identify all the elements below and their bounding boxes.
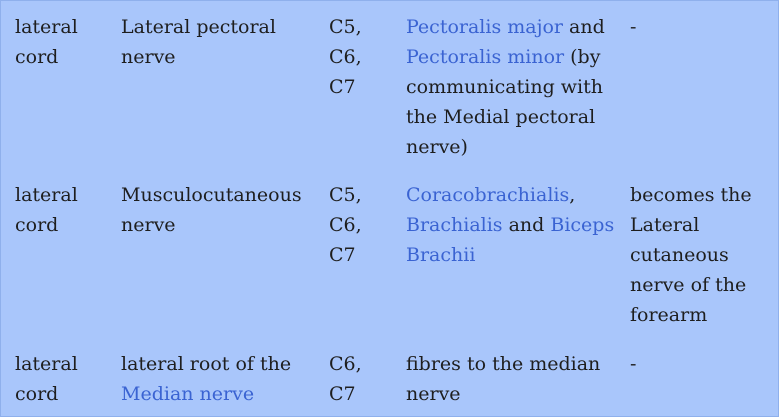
roots-cell: C5, C6, C7	[329, 16, 362, 98]
cord-cell: lateral cord	[15, 16, 78, 68]
notes-cell: -	[630, 353, 637, 375]
biceps-brachii-link-cont[interactable]: Brachii	[406, 244, 476, 266]
nerve-cell: Musculocutaneous nerve	[121, 184, 302, 236]
muscles-cell: Coracobrachialis, Brachialis and Biceps Brachii	[406, 184, 615, 266]
roots-cell: C5, C6, C7	[329, 184, 362, 266]
roots-cell: C6, C7	[329, 353, 362, 405]
median-nerve-link[interactable]: Median nerve	[121, 383, 255, 405]
biceps-brachii-link[interactable]: Biceps	[550, 214, 615, 236]
pectoralis-minor-link[interactable]: Pectoralis minor	[406, 46, 565, 68]
notes-cell: -	[630, 16, 637, 38]
nerve-cell: Lateral pectoral nerve	[121, 16, 276, 68]
cord-cell: lateral cord	[15, 184, 78, 236]
nerve-cell: lateral root of the Median nerve	[121, 353, 292, 405]
notes-cell: becomes the Lateral cutaneous nerve of the forearm	[630, 184, 752, 326]
cord-cell: lateral cord	[15, 353, 78, 405]
pectoralis-major-link[interactable]: Pectoralis major	[406, 16, 564, 38]
coracobrachialis-link[interactable]: Coracobrachialis	[406, 184, 570, 206]
muscles-cell: fibres to the median nerve	[406, 353, 601, 405]
muscles-cell: Pectoralis major and Pectoralis minor (by communicating with the Medial pectoral nerve)	[406, 16, 605, 158]
brachialis-link[interactable]: Brachialis	[406, 214, 503, 236]
